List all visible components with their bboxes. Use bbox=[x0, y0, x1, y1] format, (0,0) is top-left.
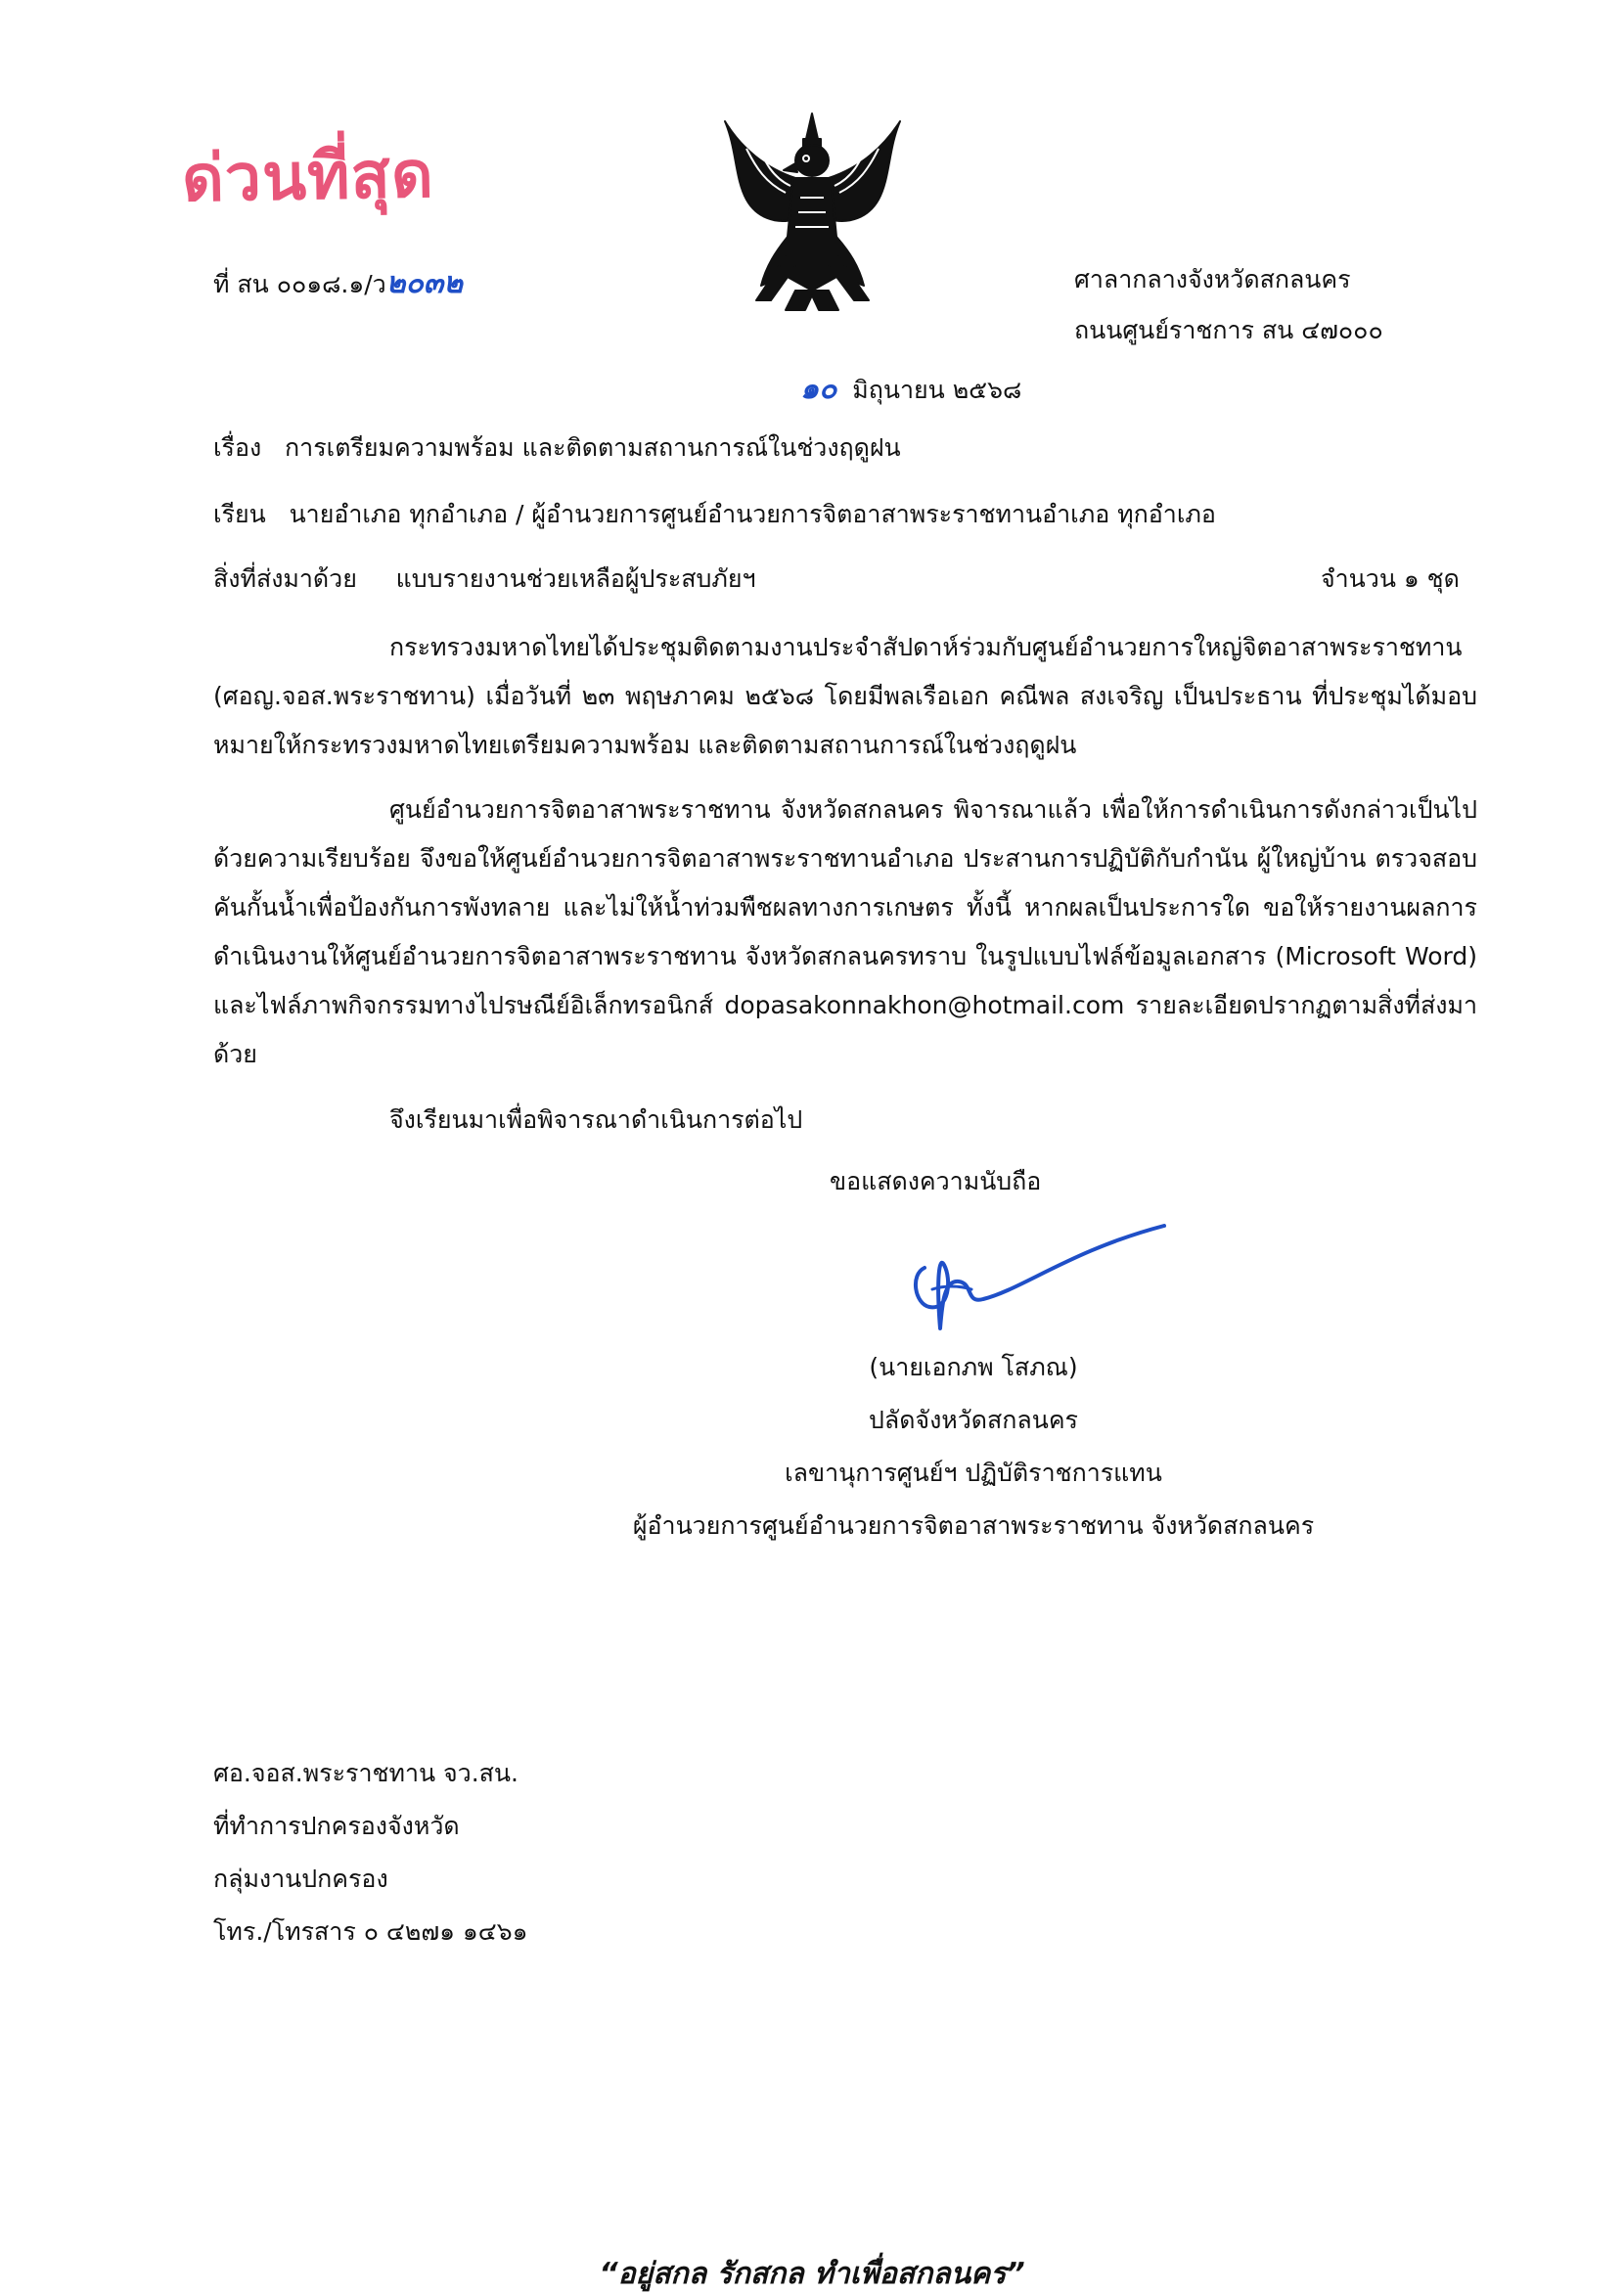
recipient-label: เรียน bbox=[213, 500, 266, 528]
subject-text: การเตรียมความพร้อม และติดตามสถานการณ์ในช่วงฤดูฝน bbox=[285, 433, 901, 462]
enclosure-label: สิ่งที่ส่งมาด้วย bbox=[213, 564, 357, 593]
subject-label: เรื่อง bbox=[213, 433, 262, 462]
office-line-1: ศาลากลางจังหวัดสกลนคร bbox=[1074, 265, 1351, 293]
reference-number-handwritten: ๒๐๓๒ bbox=[385, 266, 464, 300]
footer-line-4: โทร./โทรสาร ๐ ๔๒๗๑ ๑๔๖๑ bbox=[213, 1917, 528, 1946]
body-paragraph-1: กระทรวงมหาดไทยได้ประชุมติดตามงานประจำสัปดาห์ร่วมกับศูนย์อำนวยการใหญ่จิตอาสาพระราชทาน (ศอญ.จอส.พระราชทาน) เมื่อวันที่ ๒๓ พฤษภาคม ๒๕๖๘ โดยมีพลเรือเอก คณีพล สงเจริญ เป็นประธาน ที่ประชุมได้มอบหมายให้กระทรวงมหาดไทยเตรียมความพร้อม และติดตามสถานการณ์ในช่วงฤดูฝน bbox=[213, 633, 1477, 759]
footer-line-2: ที่ทำการปกครองจังหวัด bbox=[213, 1812, 460, 1840]
footer-line-3: กลุ่มงานปกครอง bbox=[213, 1865, 388, 1893]
signer-title-2: เลขานุการศูนย์ฯ ปฏิบัติราชการแทน bbox=[785, 1459, 1162, 1487]
slogan: “อยู่สกล รักสกล ทำเพื่อสกลนคร” bbox=[599, 2257, 1025, 2291]
signer-title-1: ปลัดจังหวัดสกลนคร bbox=[869, 1406, 1078, 1434]
garuda-emblem-icon bbox=[717, 110, 908, 315]
office-line-2: ถนนศูนย์ราชการ สน ๔๗๐๐๐ bbox=[1074, 316, 1383, 344]
recipient-text: นายอำเภอ ทุกอำเภอ / ผู้อำนวยการศูนย์อำนวยการจิตอาสาพระราชทานอำเภอ ทุกอำเภอ bbox=[289, 500, 1216, 528]
body-paragraph-2: ศูนย์อำนวยการจิตอาสาพระราชทาน จังหวัดสกลนคร พิจารณาแล้ว เพื่อให้การดำเนินการดังกล่าวเป็นไปด้วยความเรียบร้อย จึงขอให้ศูนย์อำนวยการจิตอาสาพระราชทานอำเภอ ประสานการปฏิบัติกับกำนัน ผู้ใหญ่บ้าน ตรวจสอบคันกั้นน้ำเพื่อป้องกันการพังทลาย และไม่ให้น้ำท่วมพืชผลทางการเกษตร ทั้งนี้ หากผลเป็นประการใด ขอให้รายงานผลการดำเนินงานให้ศูนย์อำนวยการจิตอาสาพระราชทาน จังหวัดสกลนครทราบ ในรูปแบบไฟล์ข้อมูลเอกสาร (Microsoft Word) และไฟล์ภาพกิจกรรมทางไปรษณีย์อิเล็กทรอนิกส์ dopasakonnakhon@hotmail.com รายละเอียดปรากฏตามสิ่งที่ส่งมาด้วย bbox=[213, 795, 1477, 1068]
date-month-year: มิถุนายน ๒๕๖๘ bbox=[852, 376, 1022, 404]
urgency-stamp: ด่วนที่สุด bbox=[181, 136, 435, 217]
enclosure-line bbox=[213, 563, 756, 596]
enclosure-quantity: จำนวน ๑ ชุด bbox=[1321, 564, 1460, 593]
signer-name: (นายเอกภพ โสภณ) bbox=[869, 1353, 1078, 1381]
enclosure-text: แบบรายงานช่วยเหลือผู้ประสบภัยฯ bbox=[395, 564, 756, 593]
subject-line bbox=[213, 432, 901, 465]
handwritten-signature bbox=[905, 1221, 1174, 1348]
footer-line-1: ศอ.จอส.พระราชทาน จว.สน. bbox=[213, 1759, 519, 1787]
body-paragraph-3: จึงเรียนมาเพื่อพิจารณาดำเนินการต่อไป bbox=[389, 1105, 803, 1134]
date-day-handwritten: ๑๐ bbox=[800, 372, 837, 406]
reference-number bbox=[213, 264, 463, 302]
signer-title-3: ผู้อำนวยการศูนย์อำนวยการจิตอาสาพระราชทาน จังหวัดสกลนคร bbox=[632, 1511, 1315, 1540]
letter-date bbox=[800, 370, 1021, 408]
reference-prefix: ที่ สน ๐๐๑๘.๑/ว bbox=[213, 270, 386, 298]
closing-salutation: ขอแสดงความนับถือ bbox=[830, 1167, 1042, 1195]
recipient-line bbox=[213, 499, 1216, 531]
